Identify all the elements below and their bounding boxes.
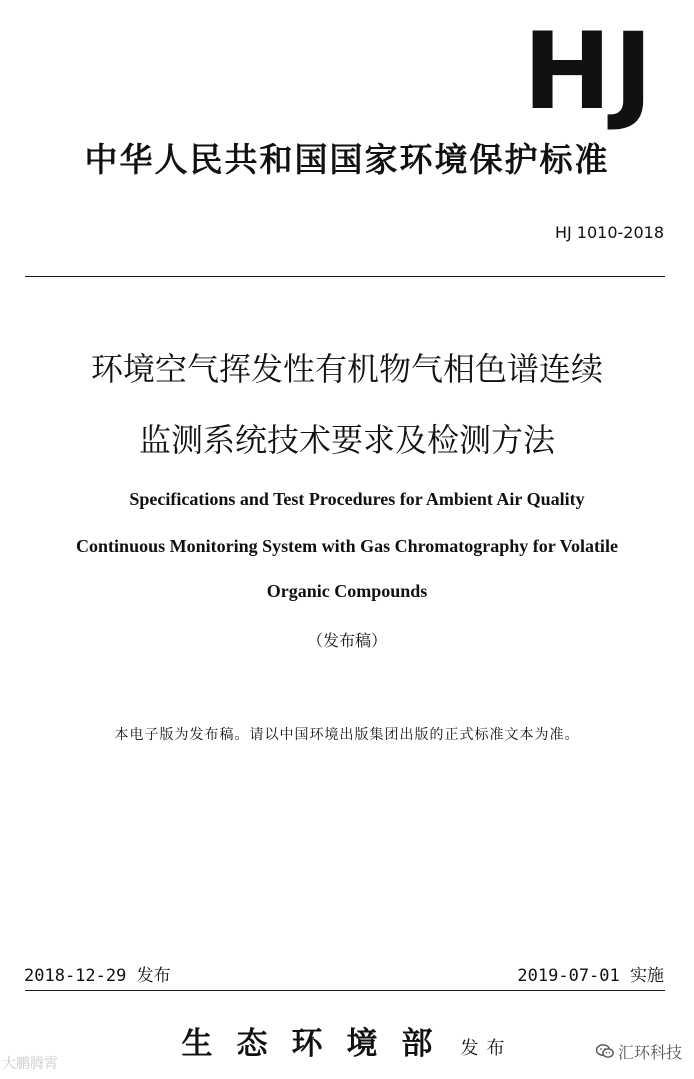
standard-number: HJ 1010-2018 [554, 223, 664, 242]
draft-status: （发布稿） [306, 631, 387, 650]
publisher-name: 生态环境部 [181, 1026, 457, 1062]
wechat-icon [596, 1044, 614, 1059]
hj-logo-text: HJ [522, 10, 655, 133]
edition-notice: 本电子版为发布稿。请以中国环境出版集团出版的正式标准文本为准。 [114, 727, 580, 743]
title-cn-line-2: 监测系统技术要求及检测方法 [138, 421, 555, 459]
publisher-line [0, 1018, 694, 1063]
effective-date: 2019-07-01 实施 [517, 966, 664, 986]
top-divider [25, 276, 665, 277]
title-en-line-3: Organic Compounds [266, 581, 428, 601]
watermark-left: 大鹏腾霄 [2, 1056, 58, 1072]
watermark-right-text: 汇环科技 [617, 1043, 682, 1062]
publisher-suffix: 发布 [460, 1038, 513, 1059]
title-en-line-2: Continuous Monitoring System with Gas Chromatography for Volatile [76, 536, 618, 556]
release-date: 2018-12-29 发布 [24, 966, 171, 986]
title-en-line-1: Specifications and Test Procedures for Ambient Air Quality [129, 489, 585, 509]
hj-logo [475, 10, 655, 133]
watermark-right [596, 1040, 682, 1063]
bottom-divider [25, 990, 665, 991]
issuing-agency-title: 中华人民共和国国家环境保护标准 [84, 140, 610, 179]
title-cn-line-1: 环境空气挥发性有机物气相色谱连续 [90, 350, 603, 388]
